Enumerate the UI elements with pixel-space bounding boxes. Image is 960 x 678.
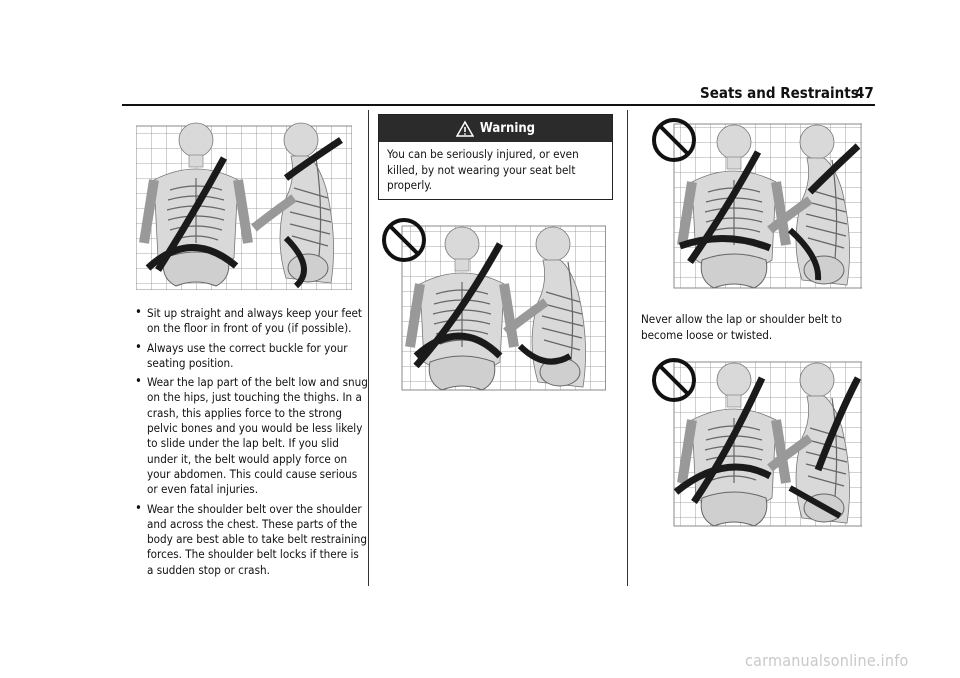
list-item: • Always use the correct buckle for your seating position.: [133, 341, 368, 372]
warning-triangle-icon: [456, 120, 474, 138]
warning-box: [378, 114, 613, 200]
figure-belt-worn-high: [380, 216, 606, 392]
list-item: • Sit up straight and always keep your feet on the floor in front of you (if possible).: [133, 306, 368, 337]
instruction-list: [133, 306, 368, 582]
figure-belt-loose-twisted: [650, 352, 862, 528]
column-divider-left: [368, 110, 369, 586]
warning-label: Warning: [479, 121, 536, 136]
header-rule: [122, 104, 875, 106]
figure-correct-belt: [136, 118, 352, 290]
warning-text: You can be seriously injured, or even killed, by not wearing your seat belt properly.: [387, 147, 579, 192]
page-number: 47: [855, 84, 874, 102]
column-divider-right: [627, 110, 628, 586]
twist-note: Never allow the lap or shoulder belt to become loose or twisted.: [641, 312, 842, 342]
list-item: • Wear the lap part of the belt low and snug on the hips, just touching the thighs. In a crash, this applies force to the strong pelvic bones and you would be less likely to slide under the lap belt. If you slid under it, the belt would apply force on your abdomen. This could cause serious or even fatal injuries.: [133, 375, 368, 497]
warning-header: [379, 115, 612, 142]
section-title: Seats and Restraints: [700, 84, 859, 102]
figure-belt-under-arm: [650, 112, 862, 290]
list-item: • Wear the shoulder belt over the shoulder and across the chest. These parts of the body are best able to take belt restraining forces. The shoulder belt locks if there is a sudden stop or crash.: [133, 502, 368, 578]
watermark: carmanualsonline.info: [745, 651, 909, 670]
